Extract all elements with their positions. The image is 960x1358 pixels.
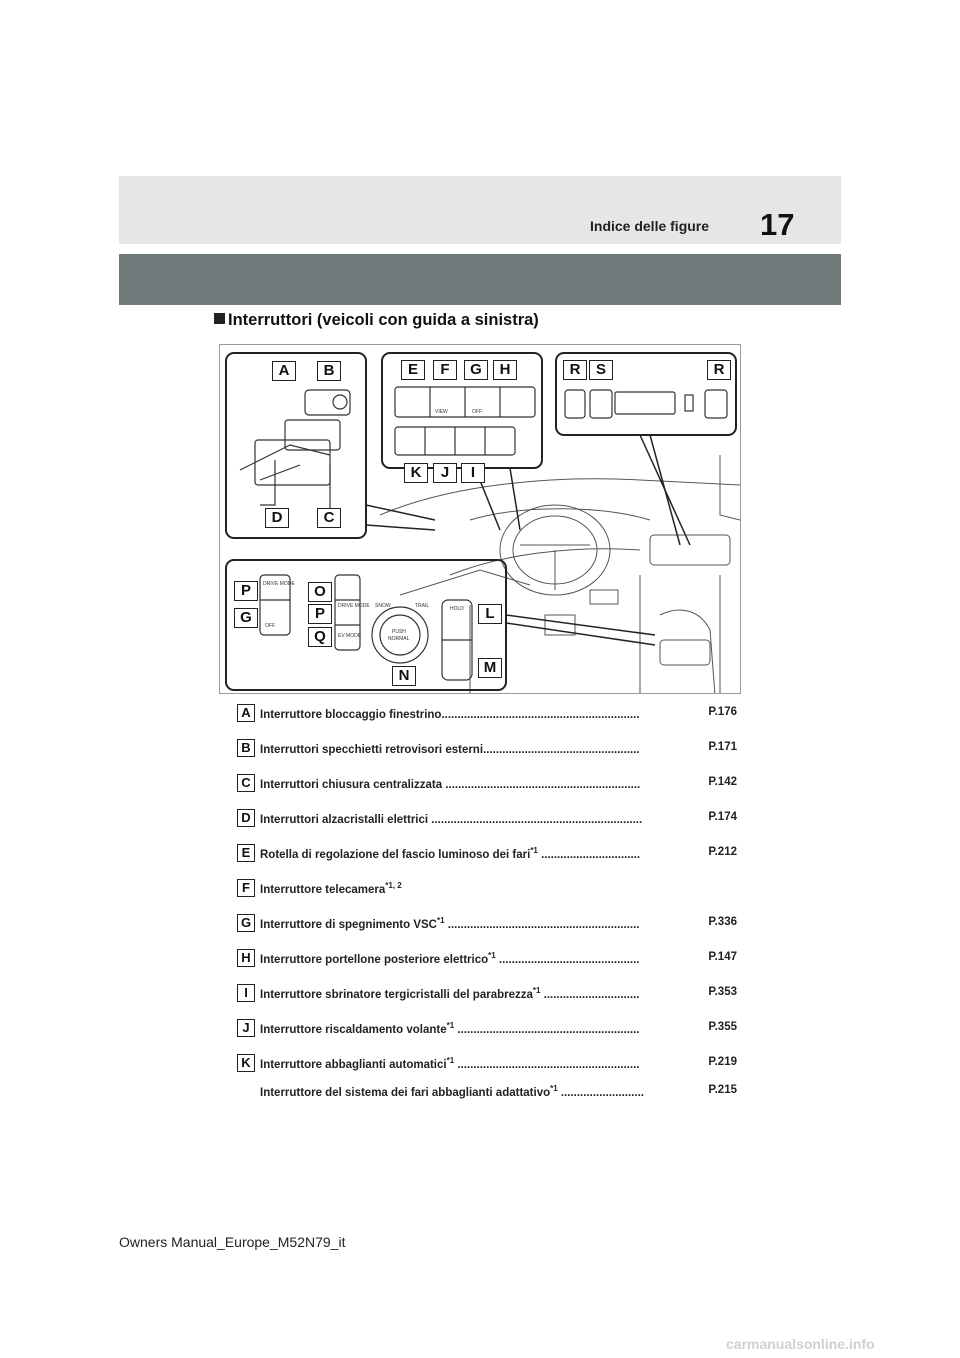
list-item[interactable] <box>237 1082 737 1102</box>
item-footnote: *1 <box>532 986 541 995</box>
trail-text: TRAIL <box>415 603 430 609</box>
list-item[interactable] <box>237 879 737 899</box>
item-leader-dots: ............................................................. <box>442 778 641 791</box>
push-text: PUSH <box>392 629 406 635</box>
section-title-text: Interruttori (veicoli con guida a sinistra) <box>228 311 539 329</box>
hold-text: HOLD <box>450 606 464 612</box>
item-letter-badge: I <box>237 984 255 1002</box>
figure-label-c: C <box>317 508 341 528</box>
view-text: VIEW <box>435 409 448 415</box>
figure-label-a: A <box>272 361 296 381</box>
item-footnote: *1, 2 <box>385 881 402 890</box>
watermark: carmanualsonline.info <box>726 1336 875 1352</box>
item-text: Interruttore sbrinatore tergicristalli del parabrezza <box>260 988 533 1001</box>
figure-label-r-2: R <box>707 360 731 380</box>
item-text: Interruttore del sistema dei fari abbaglianti adattativo <box>260 1086 551 1099</box>
list-item[interactable] <box>237 1019 737 1039</box>
item-leader-dots: ............................... <box>537 848 641 861</box>
section-title <box>214 311 539 330</box>
item-text: Interruttore portellone posteriore elettrico <box>260 953 489 966</box>
item-page-ref[interactable]: P.147 <box>708 951 737 963</box>
drive-mode-text-2: DRIVE MODE <box>338 603 370 609</box>
item-text: Interruttore bloccaggio finestrino <box>260 708 442 721</box>
list-item[interactable] <box>237 984 737 1004</box>
item-leader-dots: .................................................................. <box>428 813 643 826</box>
figure-label-g: G <box>464 360 488 380</box>
item-text: Interruttore abbaglianti automatici <box>260 1058 447 1071</box>
list-item[interactable] <box>237 739 737 759</box>
snow-text: SNOW <box>375 603 391 609</box>
item-page-ref[interactable]: P.215 <box>708 1084 737 1096</box>
off-text: OFF <box>472 409 482 415</box>
figure-label-o: O <box>308 582 332 602</box>
item-letter-badge: J <box>237 1019 255 1037</box>
item-text: Rotella di regolazione del fascio luminoso dei fari <box>260 848 531 861</box>
item-leader-dots: .......................... <box>557 1086 644 1099</box>
list-item[interactable] <box>237 844 737 864</box>
item-page-ref[interactable]: P.353 <box>708 986 737 998</box>
figure-label-k: K <box>404 463 428 483</box>
list-item[interactable] <box>237 704 737 724</box>
item-letter-badge: C <box>237 774 255 792</box>
item-leader-dots: ......................................................... <box>454 1058 640 1071</box>
footer-manual-id: Owners Manual_Europe_M52N79_it <box>119 1234 346 1250</box>
item-footnote: *1 <box>446 1056 455 1065</box>
figure-label-g-2: G <box>234 608 258 628</box>
item-letter-badge: H <box>237 949 255 967</box>
item-leader-dots: ......................................................... <box>454 1023 640 1036</box>
item-text: Interruttori specchietti retrovisori esterni <box>260 743 484 756</box>
header-dark-band <box>119 254 841 305</box>
figure-label-n: N <box>392 666 416 686</box>
item-letter-badge: D <box>237 809 255 827</box>
item-footnote: *1 <box>530 846 538 855</box>
figure-label-r: R <box>563 360 587 380</box>
figure-label-d: D <box>265 508 289 528</box>
item-text: Interruttori alzacristalli elettrici <box>260 813 429 826</box>
item-text: Interruttori chiusura centralizzata <box>260 778 443 791</box>
item-footnote: *1 <box>550 1084 558 1093</box>
page-number: 17 <box>760 207 795 242</box>
item-letter-badge: B <box>237 739 255 757</box>
item-leader-dots: .............................................................. <box>441 708 640 721</box>
item-letter-badge: F <box>237 879 255 897</box>
list-item[interactable] <box>237 949 737 969</box>
figure-label-j: J <box>433 463 457 483</box>
item-page-ref[interactable]: P.336 <box>708 916 737 928</box>
item-page-ref[interactable]: P.176 <box>708 706 737 718</box>
off-text-2: OFF <box>265 623 275 629</box>
figure-label-q: Q <box>308 627 332 647</box>
header-section-title: Indice delle figure <box>590 218 710 234</box>
figure-label-h: H <box>493 360 517 380</box>
ev-mode-text: EV MODE <box>338 633 362 639</box>
item-leader-dots: .............................. <box>540 988 640 1001</box>
figure-label-f: F <box>433 360 457 380</box>
figure-label-l: L <box>478 604 502 624</box>
header-band <box>119 176 841 244</box>
dashboard-illustration <box>220 345 741 694</box>
figure-label-i: I <box>461 463 485 483</box>
square-bullet-icon <box>214 313 225 324</box>
figure-label-m: M <box>478 658 502 678</box>
normal-text: NORMAL <box>388 636 410 642</box>
item-letter-badge: K <box>237 1054 255 1072</box>
list-item[interactable] <box>237 774 737 794</box>
item-text: Interruttore telecamera <box>260 883 386 896</box>
item-page-ref[interactable]: P.171 <box>708 741 737 753</box>
figure-label-p: P <box>234 581 258 601</box>
figure-label-p-2: P <box>308 604 332 624</box>
item-page-ref[interactable]: P.174 <box>708 811 737 823</box>
item-footnote: *1 <box>488 951 496 960</box>
item-page-ref[interactable]: P.142 <box>708 776 737 788</box>
list-item[interactable] <box>237 809 737 829</box>
list-item[interactable] <box>237 1054 737 1074</box>
figure-label-e: E <box>401 360 425 380</box>
item-page-ref[interactable]: P.219 <box>708 1056 737 1068</box>
item-page-ref[interactable]: P.355 <box>708 1021 737 1033</box>
item-text: Interruttore di spegnimento VSC <box>260 918 437 931</box>
item-footnote: *1 <box>437 916 445 925</box>
figure-label-b: B <box>317 361 341 381</box>
item-page-ref[interactable]: P.212 <box>708 846 737 858</box>
item-leader-dots: ................................................. <box>483 743 640 756</box>
figure-label-s: S <box>589 360 613 380</box>
item-text: Interruttore riscaldamento volante <box>260 1023 447 1036</box>
item-letter-badge: G <box>237 914 255 932</box>
list-item[interactable] <box>237 914 737 934</box>
drive-mode-text: DRIVE MODE <box>263 581 295 587</box>
item-footnote: *1 <box>446 1021 455 1030</box>
item-leader-dots: ............................................ <box>495 953 640 966</box>
item-letter-badge: E <box>237 844 255 862</box>
item-leader-dots: ............................................................ <box>444 918 640 931</box>
switches-figure <box>219 344 741 694</box>
item-letter-badge: A <box>237 704 255 722</box>
